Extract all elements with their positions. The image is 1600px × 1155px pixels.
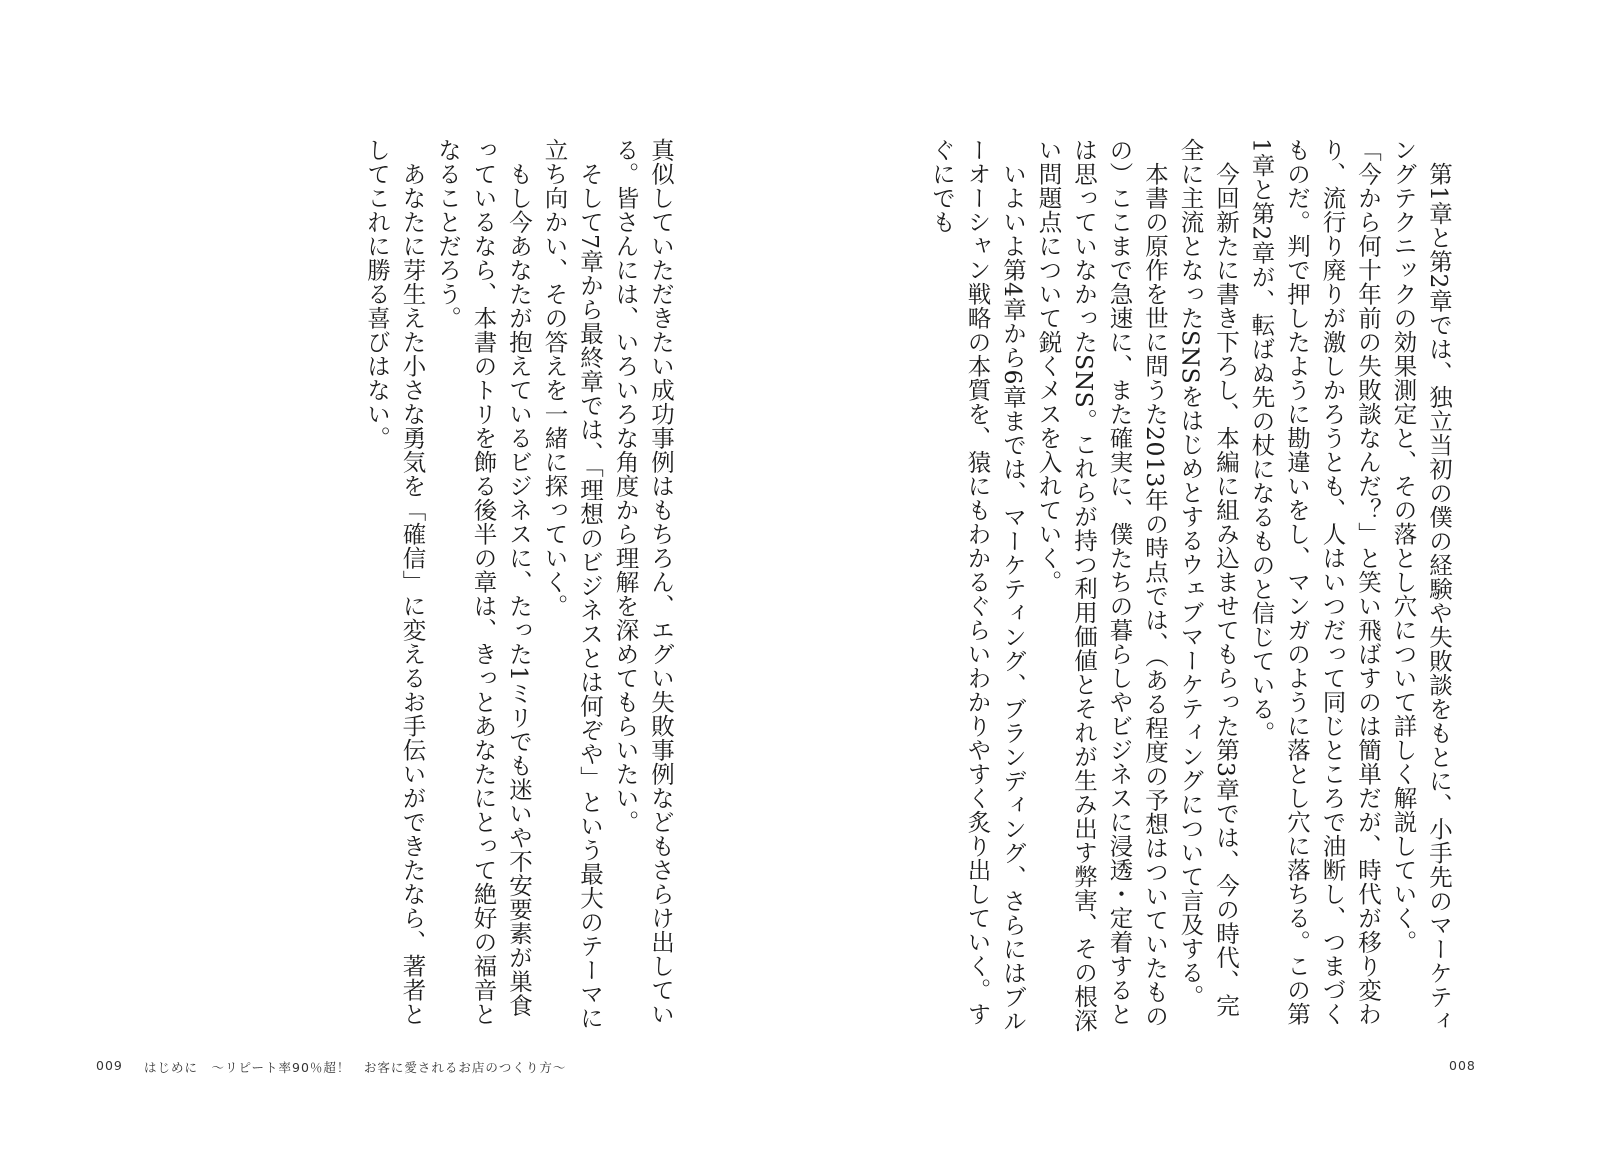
left-paragraph-4: あなたに芽生えた小さな勇気を「確信」に変えるお手伝いができたなら、著者としてこれに勝る喜びはない。	[363, 138, 427, 1026]
left-page-body	[278, 138, 678, 1038]
right-page-body	[776, 138, 1456, 1038]
right-paragraph-2: 「今から何十年前の失敗談なんだ？」と笑い飛ばすのは簡単だが、時代が移り変わり、流行り廃りが激しかろうとも、人はいつだって同じところで油断し、つまづくものだ。判で押したように勘違いをし、マンガのように落とし穴に落ちる。この第1章と第2章が、転ばぬ先の杖になるものと信じている。	[1247, 138, 1382, 1026]
running-head: はじめに 〜リピート率90％超！ お客に愛されるお店のつくり方〜	[144, 1060, 567, 1075]
right-paragraph-4: 本書の原作を世に問うた2013年の時点では、（ある程度の予想はついていたものの）ここまで急速に、また確実に、僕たちの暮らしやビジネスに浸透・定着するとは思っていなかったSNS。これらが持つ利用価値とそれが生み出す弊害、その根深い問題点について鋭くメスを入れていく。	[1034, 138, 1169, 1033]
right-page-number: 008	[1449, 1058, 1476, 1073]
right-paragraph-1: 第1章と第2章では、独立当初の僕の経験や失敗談をもとに、小手先のマーケティングテクニックの効果測定と、その落とし穴について詳しく解説していく。	[1389, 138, 1453, 1033]
right-paragraph-3: 今回新たに書き下ろし、本編に組み込ませてもらった第3章では、今の時代、完全に主流となったSNSをはじめとするウェブマーケティングについて言及する。	[1176, 138, 1240, 1017]
left-paragraph-2: そして7章から最終章では、「理想のビジネスとは何ぞや」という最大のテーマに立ち向かい、その答えを一緒に探っていく。	[540, 138, 604, 1030]
left-page-number: 009	[96, 1058, 123, 1073]
left-paragraph-3: もし今あなたが抱えているビジネスに、たった1ミリでも迷いや不安要素が巣食っているなら、本書のトリを飾る後半の章は、きっとあなたにとって絶好の福音となることだろう。	[434, 138, 533, 1026]
left-paragraph-1: 真似していただきたい成功事例はもちろん、エグい失敗事例などもさらけ出している。皆さんには、いろいろな角度から理解を深めてもらいたい。	[611, 138, 675, 1026]
right-paragraph-5: いよいよ第4章から6章までは、マーケティング、ブランディング、さらにはブルーオーシャン戦略の本質を、猿にもわかるぐらいわかりやすく炙り出していく。すぐにでも	[928, 138, 1027, 1033]
